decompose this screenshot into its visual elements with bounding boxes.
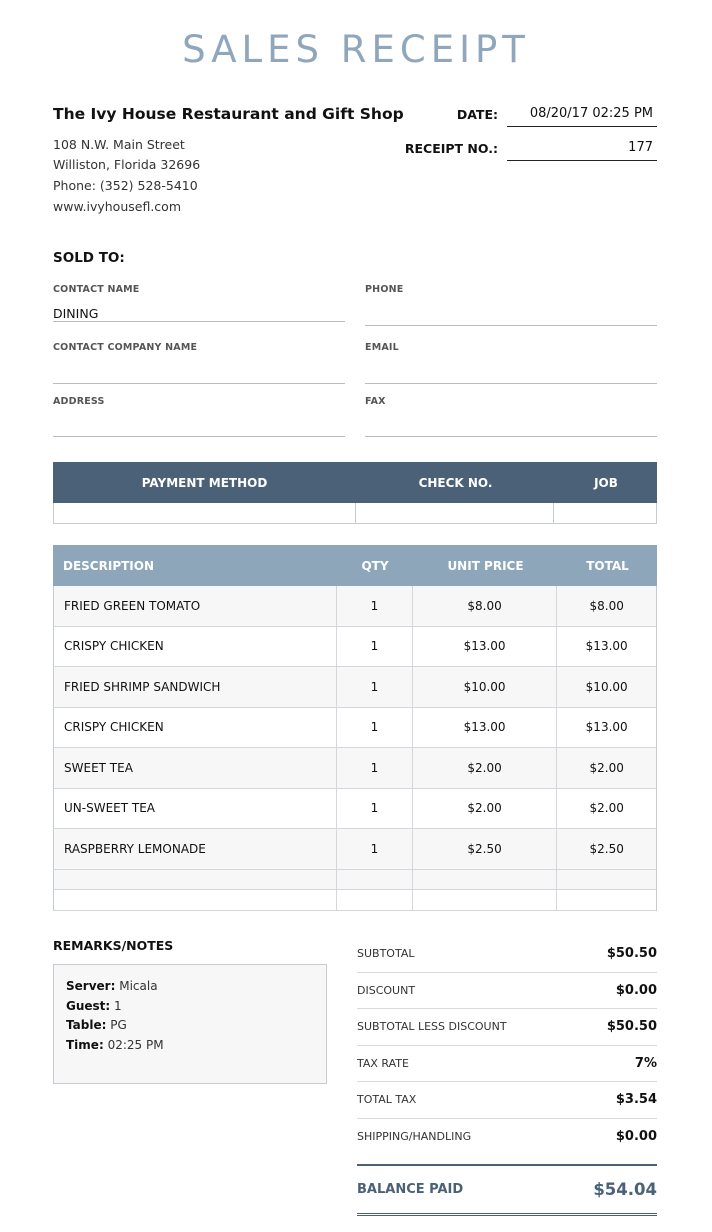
table-row xyxy=(53,789,657,830)
remarks-value: 1 xyxy=(114,998,122,1013)
item-total: $10.00 xyxy=(585,679,628,694)
item-description: SWEET TEA xyxy=(54,748,337,788)
remarks-title: REMARKS/NOTES xyxy=(53,938,174,953)
shipping-handling-value: $0.00 xyxy=(615,1129,657,1145)
discount-value: $0.00 xyxy=(615,982,657,998)
remarks-value: Micala xyxy=(119,979,158,993)
subtotal-value: $50.50 xyxy=(606,946,657,962)
remarks-label: Guest: xyxy=(66,998,111,1013)
total-tax-row xyxy=(357,1082,657,1119)
item-unit-price: $2.00 xyxy=(413,748,558,788)
remarks-line-guest xyxy=(66,999,314,1019)
receipt-number-value: 177 xyxy=(507,140,657,161)
shipping-handling-label: SHIPPING/HANDLING xyxy=(357,1130,472,1144)
phone-field[interactable] xyxy=(365,284,657,326)
remarks-line-time xyxy=(66,1038,314,1058)
business-phone: Phone: (352) 528-5410 xyxy=(53,178,198,193)
contact-name-label: CONTACT NAME xyxy=(53,284,140,295)
page-title: SALES RECEIPT xyxy=(182,28,530,71)
total-header: TOTAL xyxy=(586,558,629,573)
remarks-line-server xyxy=(66,979,314,999)
payment-method-header: PAYMENT METHOD xyxy=(141,475,268,490)
table-row xyxy=(53,586,657,627)
shipping-handling-row xyxy=(357,1119,657,1156)
total-tax-value: $3.54 xyxy=(615,1092,657,1108)
item-description: CRISPY CHICKEN xyxy=(54,708,337,748)
date-label: DATE: xyxy=(456,107,498,122)
remarks-box[interactable] xyxy=(53,964,327,1084)
date-value: 08/20/17 02:25 PM xyxy=(507,106,657,127)
item-unit-price: $2.50 xyxy=(413,829,558,869)
remarks-value: PG xyxy=(110,1018,127,1032)
item-description: RASPBERRY LEMONADE xyxy=(54,829,337,869)
item-unit-price: $13.00 xyxy=(413,708,558,748)
balance-paid-row xyxy=(357,1164,657,1216)
discount-label: DISCOUNT xyxy=(357,983,416,997)
check-number-cell[interactable] xyxy=(356,503,554,523)
items-table xyxy=(53,545,657,911)
item-unit-price: $2.00 xyxy=(413,789,558,829)
email-value xyxy=(365,364,657,379)
table-row xyxy=(53,748,657,789)
item-qty: 1 xyxy=(337,586,413,626)
fax-field[interactable] xyxy=(365,396,657,437)
job-header: JOB xyxy=(594,475,618,490)
tax-rate-row xyxy=(357,1046,657,1083)
address-value xyxy=(53,418,345,433)
qty-header: QTY xyxy=(361,558,389,573)
discount-row xyxy=(357,973,657,1010)
company-name-field[interactable] xyxy=(53,342,345,384)
item-unit-price: $8.00 xyxy=(413,586,558,626)
business-address-line1: 108 N.W. Main Street xyxy=(53,137,185,152)
fax-label: FAX xyxy=(365,396,386,407)
subtotal-less-discount-value: $50.50 xyxy=(606,1019,657,1035)
unit-price-header: UNIT PRICE xyxy=(447,558,524,573)
business-name: The Ivy House Restaurant and Gift Shop xyxy=(53,105,404,123)
item-description: UN-SWEET TEA xyxy=(54,789,337,829)
item-qty: 1 xyxy=(337,667,413,707)
address-field[interactable] xyxy=(53,396,345,437)
phone-value xyxy=(365,306,657,321)
company-name-value xyxy=(53,364,345,379)
subtotal-less-discount-row xyxy=(357,1009,657,1046)
phone-label: PHONE xyxy=(365,284,404,295)
check-number-header: CHECK NO. xyxy=(418,475,493,490)
company-name-label: CONTACT COMPANY NAME xyxy=(53,342,198,353)
item-qty: 1 xyxy=(337,708,413,748)
item-total: $13.00 xyxy=(585,639,628,654)
balance-paid-value: $54.04 xyxy=(593,1180,657,1199)
fax-value xyxy=(365,418,657,433)
items-table-body xyxy=(53,586,657,911)
item-qty: 1 xyxy=(337,627,413,667)
item-qty: 1 xyxy=(337,748,413,788)
payment-table-header xyxy=(53,462,657,503)
item-total: $2.00 xyxy=(589,760,624,775)
total-tax-label: TOTAL TAX xyxy=(357,1093,417,1107)
table-row xyxy=(53,667,657,708)
payment-method-cell[interactable] xyxy=(54,503,356,523)
item-total: $13.00 xyxy=(585,720,628,735)
subtotal-row xyxy=(357,936,657,973)
table-row xyxy=(53,829,657,870)
payment-table-row xyxy=(53,503,657,524)
table-row-empty xyxy=(53,890,657,911)
remarks-label: Time: xyxy=(66,1037,104,1052)
sold-to-heading: SOLD TO: xyxy=(53,250,125,266)
item-unit-price: $13.00 xyxy=(413,627,558,667)
item-qty: 1 xyxy=(337,789,413,829)
item-description: FRIED SHRIMP SANDWICH xyxy=(54,667,337,707)
business-website[interactable]: www.ivyhousefl.com xyxy=(53,199,182,214)
description-header: DESCRIPTION xyxy=(63,558,155,573)
remarks-label: Server: xyxy=(66,979,116,993)
item-description: CRISPY CHICKEN xyxy=(54,627,337,667)
address-label: ADDRESS xyxy=(53,396,105,407)
item-total: $8.00 xyxy=(589,598,624,613)
remarks-value: 02:25 PM xyxy=(107,1037,164,1052)
item-unit-price: $10.00 xyxy=(413,667,558,707)
contact-name-field[interactable] xyxy=(53,284,345,322)
job-cell[interactable] xyxy=(554,503,656,523)
item-total: $2.50 xyxy=(589,841,624,856)
contact-name-value: DINING xyxy=(53,306,99,321)
tax-rate-value: 7% xyxy=(634,1055,657,1071)
subtotal-label: SUBTOTAL xyxy=(357,947,415,961)
receipt-number-label: RECEIPT NO.: xyxy=(404,141,498,156)
remarks-label: Table: xyxy=(66,1018,107,1032)
balance-paid-label: BALANCE PAID xyxy=(357,1182,464,1197)
table-row xyxy=(53,708,657,749)
item-qty: 1 xyxy=(337,829,413,869)
email-field[interactable] xyxy=(365,342,657,384)
totals-section xyxy=(357,936,657,1155)
business-address-line2: Williston, Florida 32696 xyxy=(53,157,201,172)
table-row-empty xyxy=(53,870,657,891)
payment-table xyxy=(53,462,657,524)
item-total: $2.00 xyxy=(589,801,624,816)
table-row xyxy=(53,627,657,668)
items-table-header xyxy=(53,545,657,586)
email-label: EMAIL xyxy=(365,342,399,353)
subtotal-less-discount-label: SUBTOTAL LESS DISCOUNT xyxy=(357,1020,507,1034)
remarks-line-table xyxy=(66,1018,314,1038)
tax-rate-label: TAX RATE xyxy=(357,1056,409,1070)
item-description: FRIED GREEN TOMATO xyxy=(54,586,337,626)
